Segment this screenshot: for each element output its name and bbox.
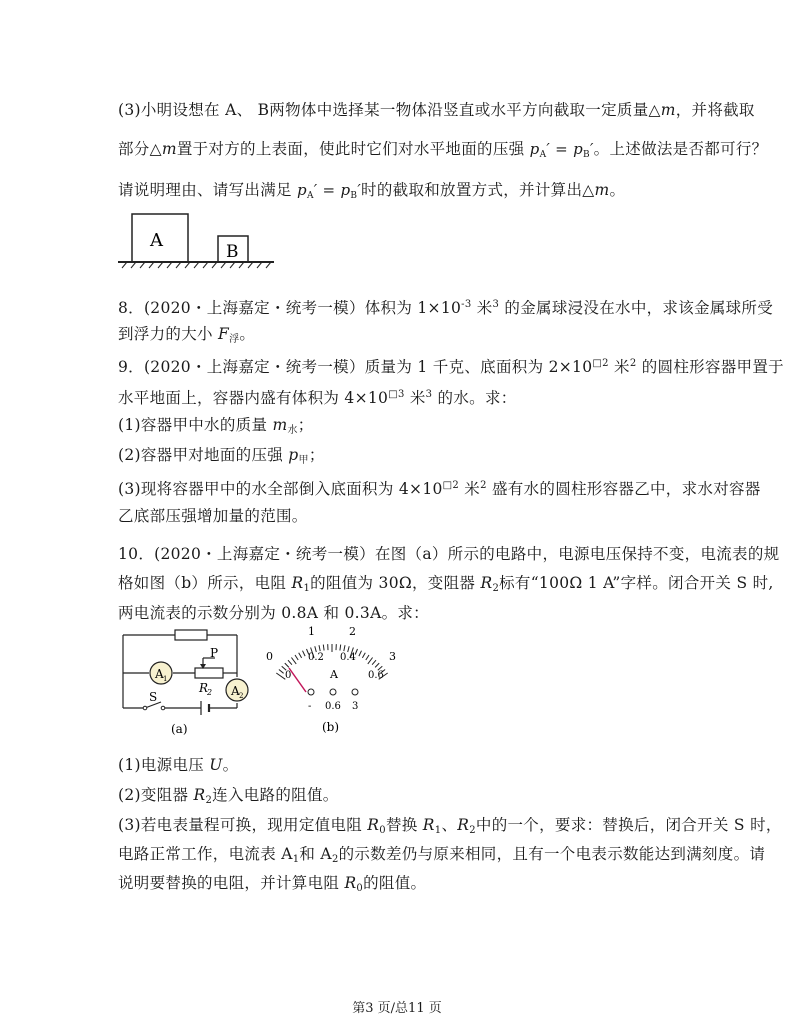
q7-text: 。 bbox=[609, 181, 626, 199]
dial-tick bbox=[279, 670, 284, 674]
slider-label: P bbox=[210, 646, 219, 660]
dial-tick bbox=[366, 655, 369, 660]
dial-tick-label-bottom: 0 bbox=[285, 670, 292, 681]
dial-tick bbox=[344, 645, 345, 651]
q10-text: 的阻值为 30Ω，变阻器 bbox=[310, 574, 481, 592]
q10-text: 的阻值。 bbox=[363, 874, 427, 892]
dial-tick bbox=[372, 660, 376, 665]
subscript: 2 bbox=[492, 583, 500, 594]
dial-tick-label-bottom: 0.6 bbox=[368, 670, 384, 681]
block-a-label: A bbox=[150, 230, 163, 251]
q10-text: 格如图（b）所示，电阻 bbox=[118, 574, 292, 592]
q8-text: 。 bbox=[239, 325, 256, 343]
var-U: U bbox=[209, 756, 223, 774]
q10-part-3-line-3 bbox=[118, 873, 426, 899]
terminal-0.6 bbox=[330, 689, 336, 695]
q9-part-3 bbox=[118, 476, 761, 499]
q10-text: 10．(2020・上海嘉定・统考一模）在图（a）所示的电路中，电源电压保持不变，电流表的规 bbox=[118, 545, 780, 563]
q8-line-1 bbox=[118, 295, 773, 318]
q9-text: 9．(2020・上海嘉定・统考一模）质量为 1 千克、底面积为 2×10 bbox=[118, 358, 593, 376]
q7-text: 。上述做法是否都可行？ bbox=[593, 140, 768, 158]
superscript: -3 bbox=[461, 299, 472, 310]
q9-text: (1)容器甲中水的质量 bbox=[118, 416, 273, 434]
q10-text: 、 bbox=[441, 816, 458, 834]
q10-line-2 bbox=[118, 573, 774, 599]
q10-text: 和 A bbox=[299, 845, 332, 863]
q7-line-3 bbox=[118, 180, 625, 206]
var-R: R bbox=[367, 816, 380, 834]
switch-label: S bbox=[149, 690, 158, 704]
q10-text: 电路正常工作，电流表 A bbox=[118, 845, 293, 863]
subscript: 1 bbox=[434, 825, 442, 836]
q10-part-3-line-2 bbox=[118, 844, 765, 870]
q9-text: 米 bbox=[404, 389, 426, 407]
q9-text: (3)现将容器甲中的水全部倒入底面积为 4×10 bbox=[118, 480, 443, 498]
var-R: R bbox=[291, 574, 304, 592]
superscript: 2 bbox=[480, 480, 487, 491]
dial-tick bbox=[362, 653, 365, 658]
ammeter-a2-label: A bbox=[231, 684, 240, 698]
q10-text: (1)电源电压 bbox=[118, 756, 210, 774]
ammeter-a2-sub: 2 bbox=[239, 692, 244, 700]
q10-part-2 bbox=[118, 785, 339, 811]
q9-text: (2)容器甲对地面的压强 bbox=[118, 446, 289, 464]
terminal-label: 3 bbox=[352, 701, 359, 712]
dial-tick bbox=[375, 663, 379, 667]
q9-text: 水平地面上，容器内盛有体积为 4×10 bbox=[118, 389, 389, 407]
figure-a-caption: (a) bbox=[171, 722, 188, 736]
q8-text: 到浮力的大小 bbox=[118, 325, 219, 343]
q8-text: 8．(2020・上海嘉定・统考一模）体积为 1×10 bbox=[118, 299, 462, 317]
q9-line-2 bbox=[118, 385, 517, 408]
var-R: R bbox=[457, 816, 470, 834]
q9-text: 米 bbox=[608, 358, 630, 376]
q9-part-1 bbox=[118, 415, 314, 441]
subscript: 2 bbox=[205, 795, 213, 806]
dial-tick-label-top: 2 bbox=[349, 625, 356, 638]
q10-text: 说明要替换的电阻，并计算电阻 bbox=[118, 874, 345, 892]
q9-text: 乙底部压强增加量的范围。 bbox=[118, 507, 308, 525]
dial-tick bbox=[368, 658, 373, 664]
q7-text: ，并将截取 bbox=[675, 101, 755, 119]
pressure-equation: $p_A' = p_B'$ bbox=[297, 181, 362, 201]
q10-text: 连入电路的阻值。 bbox=[212, 786, 339, 804]
q10-text: 的示数差仍与原来相同，且有一个电表示数能达到满刻度。请 bbox=[338, 845, 766, 863]
subscript: 1 bbox=[303, 583, 311, 594]
var-R: R bbox=[344, 874, 357, 892]
dial-tick bbox=[303, 651, 306, 656]
q8-line-2 bbox=[118, 324, 255, 350]
r2-label: R bbox=[199, 681, 209, 695]
var-m: m bbox=[272, 416, 288, 434]
superscript: □2 bbox=[592, 358, 609, 369]
dial-tick-label-top: 3 bbox=[389, 650, 396, 663]
q7-text: (3)小明设想在 A、 B两物体中选择某一物体沿竖直或水平方向截取一定质量△ bbox=[118, 101, 661, 119]
terminal-3 bbox=[352, 689, 358, 695]
rheostat-r2 bbox=[195, 668, 223, 678]
dial-tick bbox=[291, 658, 296, 664]
var-F: F bbox=[218, 325, 230, 343]
q9-text: 的圆柱形容器甲置于 bbox=[636, 358, 784, 376]
figure-b-caption: (b) bbox=[322, 720, 340, 734]
q10-part-1 bbox=[118, 755, 238, 775]
q7-text: 时的截取和放置方式，并计算出△ bbox=[361, 181, 595, 199]
var-p: p bbox=[288, 446, 299, 464]
dial-tick-label-bottom: 0.2 bbox=[308, 652, 324, 663]
dial-tick bbox=[276, 673, 285, 679]
subscript: 2 bbox=[331, 854, 339, 865]
subscript: 0 bbox=[379, 825, 386, 836]
q9-part-2 bbox=[118, 445, 325, 471]
dial-tick bbox=[295, 655, 298, 660]
subscript: 2 bbox=[469, 825, 476, 836]
q9-text: ； bbox=[297, 416, 314, 434]
q9-text: 盛有水的圆柱形容器乙中，求水对容器 bbox=[486, 480, 761, 498]
dial-tick-label-bottom: 0.4 bbox=[340, 652, 356, 663]
superscript: □2 bbox=[442, 480, 460, 491]
var-m: m bbox=[594, 181, 610, 199]
q8-text: 米 bbox=[471, 299, 493, 317]
superscript: □3 bbox=[388, 389, 405, 400]
blocks-figure bbox=[112, 208, 282, 270]
dial-pointer bbox=[289, 668, 306, 692]
superscript: 3 bbox=[492, 299, 500, 310]
terminal-label: 0.6 bbox=[325, 701, 341, 712]
dial-tick bbox=[299, 653, 302, 658]
ammeter-dial-b bbox=[262, 620, 412, 740]
block-b-label: B bbox=[226, 242, 239, 262]
q9-text: ； bbox=[308, 446, 325, 464]
var-R: R bbox=[480, 574, 493, 592]
q9-text: 米 bbox=[459, 480, 481, 498]
q7-text: 请说明理由、请写出满足 bbox=[118, 181, 292, 199]
circuit-diagram-a bbox=[115, 625, 255, 740]
q7-line-1 bbox=[118, 100, 755, 120]
q10-text: 标有“100Ω 1 A”字样。闭合开关 S 时, bbox=[499, 574, 774, 592]
q10-text: (2)变阻器 bbox=[118, 786, 194, 804]
var-R: R bbox=[193, 786, 206, 804]
dial-tick-label-top: 0 bbox=[266, 650, 273, 663]
dial-tick bbox=[340, 645, 341, 651]
subscript: 浮 bbox=[229, 334, 240, 345]
dial-tick bbox=[285, 663, 289, 667]
q7-text: 部分△ bbox=[118, 140, 162, 158]
q10-line-1 bbox=[118, 544, 779, 564]
subscript: 甲 bbox=[298, 455, 309, 466]
q7-line-2 bbox=[118, 139, 767, 165]
dial-unit: A bbox=[330, 668, 338, 681]
subscript: 水 bbox=[287, 425, 298, 436]
q9-text: 的水。求： bbox=[432, 389, 517, 407]
ammeter-a1-label: A bbox=[155, 667, 164, 681]
q9-line-1 bbox=[118, 354, 784, 377]
var-m: m bbox=[161, 140, 177, 158]
superscript: 2 bbox=[629, 358, 637, 369]
q10-text: 中的一个，要求：替换后，闭合开关 S 时， bbox=[475, 816, 782, 834]
dial-tick bbox=[288, 660, 292, 665]
dial-tick bbox=[319, 645, 320, 651]
q9-part-3-line-2 bbox=[118, 506, 308, 526]
q10-text: 替换 bbox=[385, 816, 423, 834]
terminal-label: - bbox=[308, 701, 312, 712]
subscript: 0 bbox=[356, 883, 364, 894]
q7-text: 置于对方的上表面，使此时它们对水平地面的压强 bbox=[176, 140, 525, 158]
var-m: m bbox=[660, 101, 676, 119]
r2-label-sub: 2 bbox=[207, 688, 213, 697]
switch-contact bbox=[161, 706, 165, 710]
dial-tick bbox=[323, 645, 324, 651]
var-R: R bbox=[422, 816, 435, 834]
dial-tick bbox=[359, 651, 362, 656]
switch-pivot bbox=[143, 706, 147, 710]
pressure-equation: $p_A' = p_B'$ bbox=[529, 140, 594, 160]
q8-text: 的金属球浸没在水中，求该金属球所受 bbox=[499, 299, 774, 317]
superscript: 3 bbox=[425, 389, 433, 400]
ammeter-a1-sub: 1 bbox=[163, 675, 168, 683]
q10-text: (3)若电表量程可换，现用定值电阻 bbox=[118, 816, 368, 834]
q10-part-3 bbox=[118, 815, 782, 841]
resistor-r1 bbox=[175, 630, 207, 640]
dial-tick-label-top: 1 bbox=[308, 625, 315, 638]
page-footer: 第3 页/总11 页 bbox=[352, 1001, 442, 1016]
terminal-negative bbox=[308, 689, 314, 695]
q10-text: 两电流表的示数分别为 0.8A 和 0.3A。求： bbox=[118, 604, 429, 622]
subscript: 1 bbox=[292, 854, 300, 865]
q10-text: 。 bbox=[222, 756, 239, 774]
